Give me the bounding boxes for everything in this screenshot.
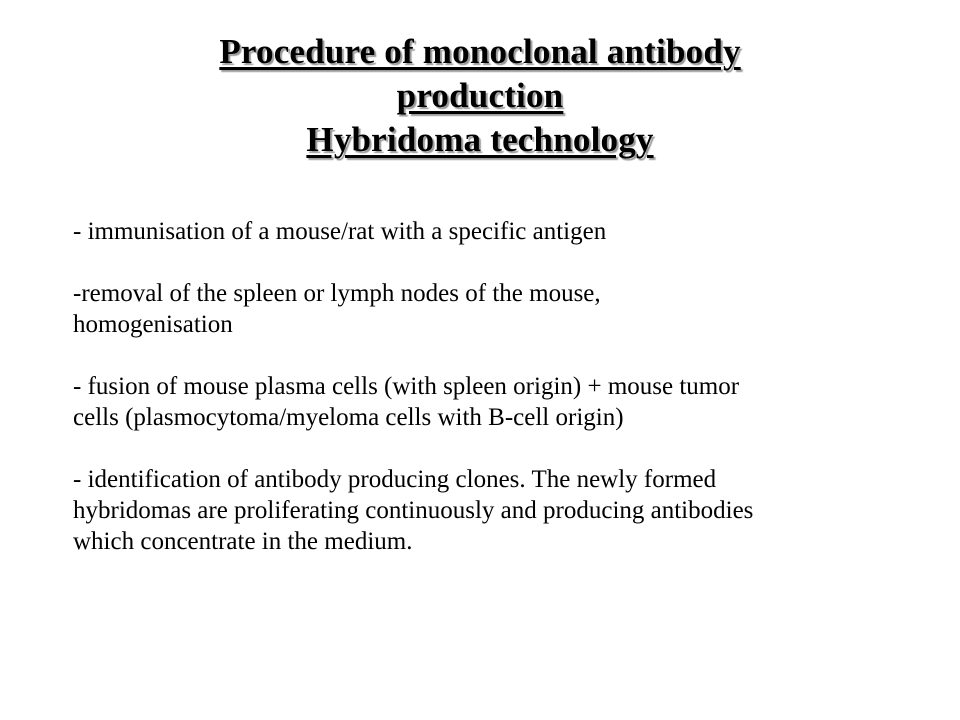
bullet-line: - immunisation of a mouse/rat with a specific antigen bbox=[73, 218, 607, 245]
bullet-list bbox=[73, 216, 953, 557]
bullet-line: homogenisation bbox=[73, 311, 233, 338]
title-line-3: Hybridoma technology bbox=[306, 120, 654, 159]
bullet-cell-fusion bbox=[73, 371, 953, 433]
bullet-line: - identification of antibody producing clones. The newly formed bbox=[73, 466, 717, 493]
title-line-1: Procedure of monoclonal antibody bbox=[219, 32, 741, 71]
bullet-line: cells (plasmocytoma/myeloma cells with B-cell origin) bbox=[73, 404, 624, 431]
slide-title bbox=[0, 30, 960, 162]
bullet-line: -removal of the spleen or lymph nodes of the mouse, bbox=[73, 280, 601, 307]
bullet-line: hybridomas are proliferating continuously and producing antibodies bbox=[73, 497, 754, 524]
title-line-2: production bbox=[396, 76, 564, 115]
bullet-spleen-removal bbox=[73, 278, 953, 340]
bullet-immunisation bbox=[73, 216, 953, 247]
bullet-line: - fusion of mouse plasma cells (with spleen origin) + mouse tumor bbox=[73, 373, 740, 400]
bullet-clone-identification bbox=[73, 464, 953, 557]
bullet-line: which concentrate in the medium. bbox=[73, 528, 413, 555]
